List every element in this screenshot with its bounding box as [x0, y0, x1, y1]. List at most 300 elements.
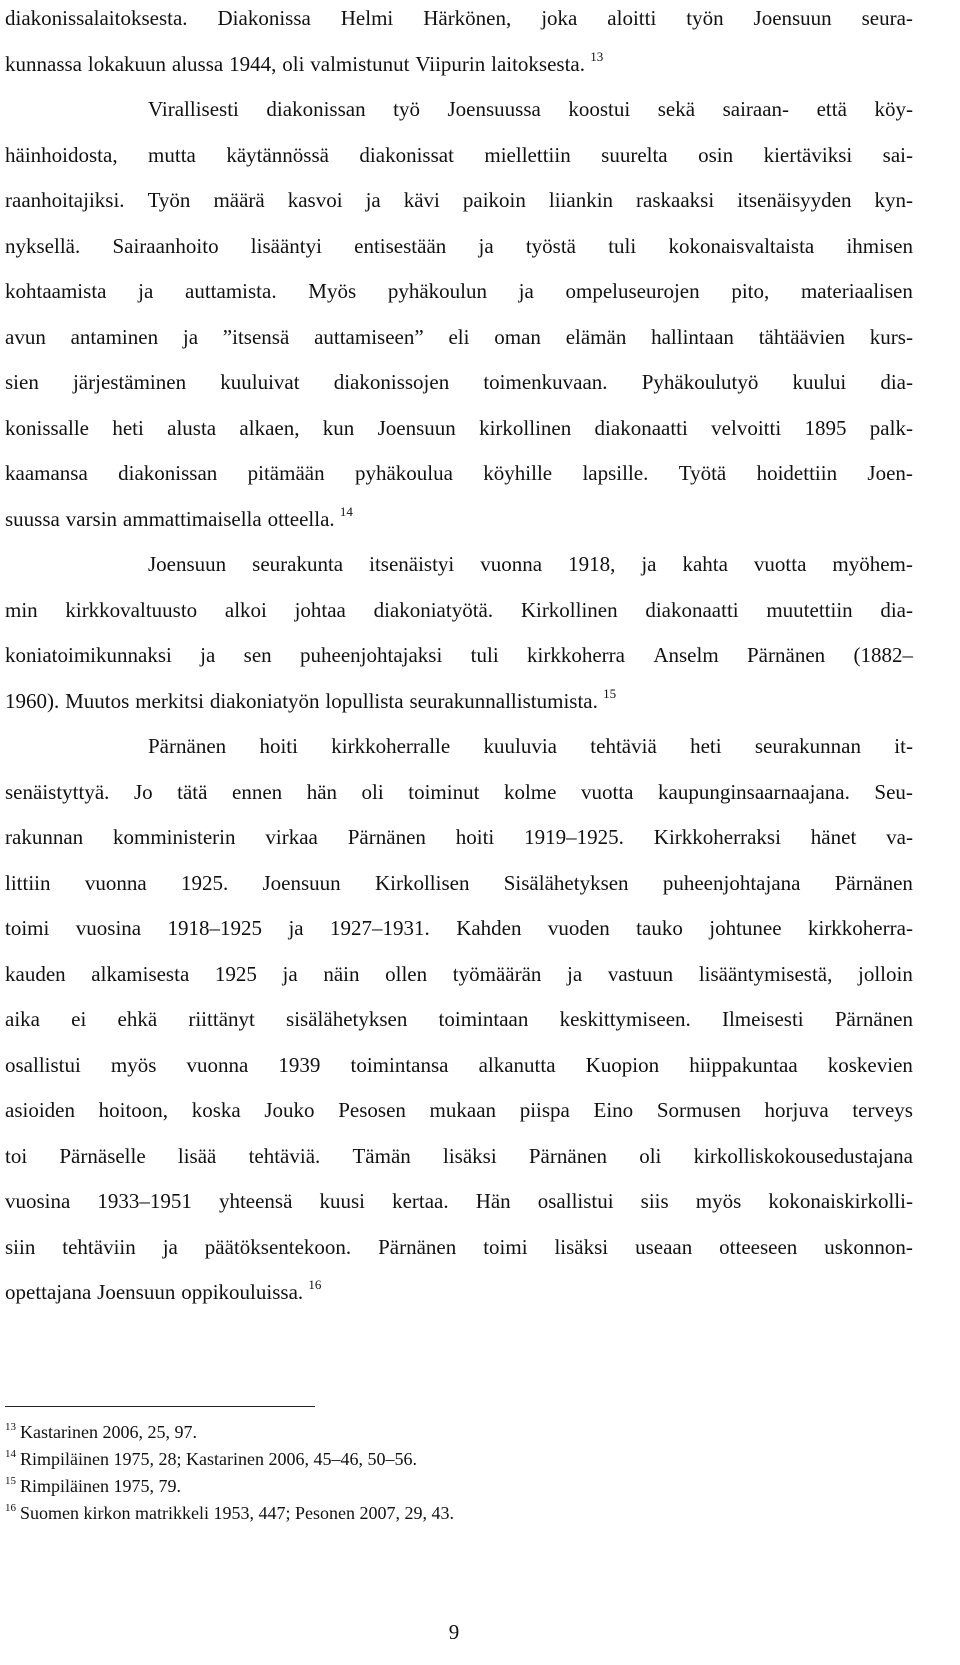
- footnote-number: 14: [5, 1448, 16, 1460]
- word: ja: [200, 643, 216, 667]
- word: auttamista.: [185, 279, 277, 303]
- word: (1882–: [853, 643, 913, 667]
- word: ja: [288, 916, 304, 940]
- text-line: [5, 368, 913, 414]
- text-line: [5, 277, 913, 323]
- word: uskonnon-: [824, 1234, 913, 1259]
- word: köy-: [874, 97, 913, 121]
- text-line: [5, 1278, 913, 1324]
- word: Tämän: [352, 1143, 411, 1168]
- word: heti: [690, 734, 722, 758]
- word: oman: [494, 324, 541, 349]
- word: koska: [191, 1098, 241, 1122]
- word: työmäärän: [452, 961, 542, 986]
- word: Myös: [308, 279, 357, 303]
- text-line: [5, 596, 913, 642]
- word: kävi: [403, 188, 440, 212]
- word: seurakunnallistumista. $^{15}$: [409, 685, 617, 713]
- word: lisääntyi: [250, 233, 322, 258]
- word: kahta: [682, 552, 728, 576]
- word: varsin: [65, 506, 118, 531]
- word: hallintaan: [651, 324, 734, 349]
- word: elämän: [565, 324, 627, 349]
- word: komministerin: [113, 825, 236, 849]
- word: aika: [5, 1007, 40, 1031]
- word: Sairaanhoito: [112, 233, 219, 258]
- footnote-reference: 16: [308, 1277, 322, 1292]
- word: Anselm: [653, 643, 719, 667]
- footnote-text: Rimpiläinen 1975, 79.: [20, 1476, 181, 1496]
- word: terveys: [852, 1098, 913, 1122]
- word: kirkolliskokousedustajana: [693, 1143, 913, 1168]
- word: ammattimaisella: [122, 506, 262, 531]
- word: 1895: [804, 415, 847, 440]
- word: auttamiseen”: [314, 324, 424, 349]
- word: hän: [306, 779, 338, 804]
- word: alusta: [167, 415, 217, 440]
- word: diakonissan: [118, 461, 218, 485]
- word: 1944,: [229, 51, 277, 76]
- word: alkaen,: [239, 415, 300, 440]
- word: Sormusen: [656, 1098, 741, 1122]
- word: lopullista: [325, 688, 404, 713]
- word: ollen: [385, 961, 428, 986]
- text-line: [5, 1005, 913, 1051]
- word: kirkkovaltuusto: [65, 597, 198, 622]
- word: häinhoidosta,: [5, 142, 118, 167]
- word: jolloin: [858, 961, 913, 986]
- word: pito,: [731, 279, 770, 303]
- word: tehtäviä.: [248, 1143, 321, 1168]
- word: kiertäviksi: [763, 142, 853, 167]
- word: 1925.: [180, 870, 229, 895]
- word: diakoniatyötä.: [373, 597, 494, 622]
- word: myös: [695, 1189, 742, 1213]
- word: littiin: [5, 870, 51, 895]
- footnote-number: 15: [5, 1475, 16, 1487]
- word: kohtaamista: [5, 279, 107, 303]
- footnote-15: [5, 1473, 905, 1500]
- word: lisää: [177, 1143, 217, 1168]
- word: 1919–1925.: [524, 825, 624, 849]
- word: kasvoi: [287, 188, 343, 212]
- word: antaminen: [70, 324, 159, 349]
- footnotes: [5, 1419, 905, 1527]
- word: kokonaiskirkolli-: [768, 1189, 913, 1213]
- word: Joensuun: [148, 552, 227, 576]
- word: Kirkkoherraksi: [653, 825, 781, 849]
- text-line: [148, 550, 913, 596]
- footnote-reference: 15: [603, 685, 617, 701]
- word: Joensuun: [753, 6, 832, 30]
- word: myös: [110, 1052, 157, 1077]
- word: käytännössä: [226, 142, 329, 167]
- text-line: [5, 186, 913, 232]
- word: vastuun: [607, 961, 674, 986]
- word: lisääntymisestä,: [698, 961, 833, 986]
- text-line: [5, 505, 913, 551]
- word: puheenjohtajana: [662, 870, 801, 895]
- word: min: [5, 597, 38, 622]
- word: raanhoitajiksi.: [5, 188, 125, 212]
- word: mukaan: [429, 1098, 497, 1122]
- word: kaupunginsaarnaajana.: [658, 779, 850, 804]
- word: koskevien: [827, 1052, 913, 1077]
- word: Hän: [475, 1189, 511, 1213]
- word: ”itsensä: [222, 324, 290, 349]
- word: osallistui: [537, 1189, 614, 1213]
- word: kuuluvia: [483, 734, 557, 758]
- word: paikoin: [462, 188, 526, 212]
- word: sairaan-: [722, 97, 790, 121]
- word: Härkönen,: [423, 6, 512, 30]
- word: Pärnäselle: [59, 1143, 146, 1168]
- word: vuotta: [581, 779, 634, 804]
- word: mutta: [148, 142, 196, 167]
- word: pitämään: [247, 461, 325, 485]
- word: Pärnänen: [834, 1007, 913, 1031]
- word: siin: [5, 1234, 36, 1259]
- word: oli: [361, 779, 384, 804]
- word: asioiden: [5, 1098, 75, 1122]
- word: pyhäkoulua: [354, 461, 453, 485]
- word: raskaaksi: [636, 188, 715, 212]
- word: 1925: [214, 961, 257, 986]
- text-line: [5, 1096, 913, 1142]
- word: velvoitti: [711, 415, 782, 440]
- word: sien: [5, 370, 39, 394]
- word: seurakunnan: [754, 734, 861, 758]
- text-line: [5, 914, 913, 960]
- word: Diakonissa: [217, 6, 311, 30]
- word: diakonissojen: [333, 370, 450, 394]
- word: johtunee: [709, 916, 782, 940]
- word: tuli: [470, 643, 499, 667]
- footnote-reference: 13: [590, 48, 604, 64]
- word: sisälähetyksen: [286, 1007, 408, 1031]
- word: Seu-: [874, 779, 913, 804]
- word: järjestäminen: [72, 370, 187, 394]
- word: suussa: [5, 506, 60, 531]
- word: kun: [322, 415, 355, 440]
- word: dia-: [880, 370, 913, 394]
- word: diakonissat: [359, 142, 454, 167]
- word: it-: [894, 734, 913, 758]
- word: puheenjohtajaksi: [300, 643, 443, 667]
- text-line: [5, 141, 913, 187]
- word: Kuopion: [585, 1052, 660, 1077]
- text-line: [5, 1142, 913, 1188]
- word: ja: [478, 233, 494, 258]
- word: aloitti: [607, 6, 657, 30]
- text-line: [5, 687, 913, 733]
- word: sai-: [882, 142, 913, 167]
- word: ompeluseurojen: [565, 279, 700, 303]
- word: työn: [686, 6, 724, 30]
- word: Joen-: [867, 461, 913, 485]
- word: ja: [518, 279, 534, 303]
- word: 1918,: [568, 552, 616, 576]
- word: Pärnänen: [378, 1234, 457, 1259]
- word: yhteensä: [218, 1189, 293, 1213]
- word: kyn-: [874, 188, 913, 212]
- word: hoiti: [259, 734, 298, 758]
- word: ja: [162, 1234, 178, 1259]
- word: Työn: [147, 188, 191, 212]
- word: oppikouluissa. $^{16}$: [181, 1277, 322, 1304]
- word: näin: [323, 961, 360, 986]
- word: alkamisesta: [91, 961, 190, 986]
- word: seurakunta: [252, 552, 344, 576]
- footnote-13: [5, 1419, 905, 1446]
- word: kirkkoherralle: [331, 734, 451, 758]
- word: Virallisesti: [148, 97, 239, 121]
- word: alkoi: [224, 597, 267, 622]
- word: oli: [282, 51, 305, 76]
- word: tätä: [177, 779, 208, 804]
- word: joka: [541, 6, 578, 30]
- word: diakonissan: [266, 97, 366, 121]
- word: pyhäkoulun: [387, 279, 487, 303]
- text-line: [5, 459, 913, 505]
- word: oli: [639, 1143, 662, 1168]
- word: ja: [365, 188, 381, 212]
- footnote-14: [5, 1446, 905, 1473]
- word: Pesosen: [338, 1098, 406, 1122]
- text-line: [148, 95, 913, 141]
- word: 1918–1925: [167, 916, 263, 940]
- word: ja: [138, 279, 154, 303]
- word: nyksellä.: [5, 233, 81, 258]
- word: lokakuun: [87, 51, 167, 76]
- word: Pärnänen: [834, 870, 913, 895]
- word: lisäksi: [554, 1234, 609, 1259]
- word: kuusi: [319, 1189, 366, 1213]
- word: Sisälähetyksen: [503, 870, 629, 895]
- word: työ: [393, 97, 420, 121]
- footnote-reference: 14: [339, 503, 353, 519]
- word: itsenäistyi: [369, 552, 455, 576]
- word: ja: [282, 961, 298, 986]
- word: heti: [112, 415, 144, 440]
- word: 1933–1951: [97, 1189, 192, 1213]
- word: muutettiin: [766, 597, 853, 622]
- word: va-: [886, 825, 913, 849]
- word: kirkkoherra-: [807, 916, 913, 940]
- word: kunnassa: [5, 51, 82, 76]
- word: toiminut: [408, 779, 480, 804]
- word: lapsille.: [582, 461, 649, 485]
- word: päätöksentekoon.: [204, 1234, 352, 1259]
- word: virkaa: [265, 825, 318, 849]
- footnote-number: 16: [5, 1502, 16, 1514]
- word: diakonaatti: [594, 415, 688, 440]
- text-line: [5, 1187, 913, 1233]
- word: koostui: [568, 97, 631, 121]
- word: alussa: [171, 51, 224, 76]
- word: konissalle: [5, 415, 89, 440]
- text-line: [5, 1051, 913, 1097]
- word: vuosina: [75, 916, 142, 940]
- footnote-text: Suomen kirkon matrikkeli 1953, 447; Pesonen 2007, 29, 43.: [20, 1503, 454, 1523]
- word: johtaa: [294, 597, 346, 622]
- text-line: [5, 4, 913, 50]
- word: tauko: [636, 916, 683, 940]
- text-line: [5, 641, 913, 687]
- word: vuoden: [547, 916, 610, 940]
- word: Eino: [593, 1098, 634, 1122]
- word: palk-: [869, 415, 913, 440]
- text-line: [5, 1233, 913, 1279]
- word: rakunnan: [5, 825, 84, 849]
- word: määrä: [213, 188, 265, 212]
- word: kurs-: [869, 324, 913, 349]
- word: riittänyt: [188, 1007, 255, 1031]
- word: myöhem-: [832, 552, 913, 576]
- word: ehkä: [117, 1007, 158, 1031]
- word: vuonna: [84, 870, 147, 895]
- word: Muutos: [65, 688, 130, 713]
- text-line: [5, 414, 913, 460]
- word: tähtäävien: [758, 324, 845, 349]
- text-line: [148, 732, 913, 778]
- word: osallistui: [5, 1052, 81, 1077]
- footnote-text: Rimpiläinen 1975, 28; Kastarinen 2006, 45–46, 50–56.: [20, 1449, 417, 1469]
- word: hänet: [810, 825, 857, 849]
- word: merkitsi: [135, 688, 205, 713]
- word: diakonissalaitoksesta.: [5, 6, 188, 30]
- word: materiaalisen: [800, 279, 913, 303]
- word: Jo: [133, 779, 153, 804]
- word: sekä: [657, 97, 696, 121]
- word: lisäksi: [443, 1143, 497, 1168]
- word: kauden: [5, 961, 66, 986]
- word: Pyhäkoulutyö: [641, 370, 759, 394]
- word: Joensuussa: [447, 97, 541, 121]
- text-line: [5, 232, 913, 278]
- word: ja: [567, 961, 583, 986]
- word: alkanutta: [478, 1052, 556, 1077]
- word: Pärnänen: [528, 1143, 608, 1168]
- page-number: 9: [448, 1620, 460, 1644]
- word: diakoniatyön: [209, 688, 320, 713]
- word: toi: [5, 1143, 28, 1168]
- text-line: [5, 960, 913, 1006]
- word: vuonna: [480, 552, 543, 576]
- text-line: [5, 778, 913, 824]
- word: Kirkollinen: [520, 597, 618, 622]
- word: koniatoimikunnaksi: [5, 643, 172, 667]
- word: avun: [5, 324, 46, 349]
- word: kirkollinen: [479, 415, 572, 440]
- word: piispa: [519, 1098, 570, 1122]
- word: Helmi: [340, 6, 394, 30]
- word: 1939: [278, 1052, 321, 1077]
- word: Joensuun: [97, 1280, 176, 1304]
- text-line: [5, 869, 913, 915]
- word: vuonna: [186, 1052, 249, 1077]
- word: 1927–1931.: [330, 916, 430, 940]
- word: ja: [182, 324, 199, 349]
- word: toimintaan: [438, 1007, 529, 1031]
- word: Pärnänen: [148, 734, 227, 758]
- word: ihmisen: [846, 233, 913, 258]
- word: Viipurin: [415, 51, 486, 76]
- word: toimi: [483, 1234, 528, 1259]
- word: Kahden: [456, 916, 522, 940]
- footnote-text: Kastarinen 2006, 25, 97.: [20, 1422, 197, 1442]
- word: Työtä: [678, 461, 727, 485]
- word: hoidettiin: [756, 461, 838, 485]
- word: senäistyttyä.: [5, 779, 110, 804]
- text-line: [5, 323, 913, 369]
- word: kertaa.: [392, 1189, 449, 1213]
- word: Kirkollisen: [374, 870, 470, 895]
- text-line: [5, 823, 913, 869]
- word: seura-: [861, 6, 913, 30]
- word: hoitoon,: [98, 1098, 169, 1122]
- footnote-number: 13: [5, 1421, 16, 1433]
- word: liiankin: [548, 188, 614, 212]
- word: otteella. $^{14}$: [267, 503, 353, 531]
- word: vuotta: [753, 552, 807, 576]
- word: miellettiin: [484, 142, 571, 167]
- word: valmistunut: [310, 51, 410, 76]
- word: ennen: [232, 779, 283, 804]
- word: tuli: [608, 233, 637, 258]
- word: kuului: [792, 370, 847, 394]
- word: hiippakuntaa: [689, 1052, 798, 1077]
- word: toimintansa: [350, 1052, 449, 1077]
- word: sen: [243, 643, 272, 667]
- word: itsenäisyyden: [737, 188, 852, 212]
- word: kirkkoherra: [527, 643, 625, 667]
- word: dia-: [880, 597, 913, 622]
- word: siis: [640, 1189, 669, 1213]
- word: Pärnänen: [347, 825, 426, 849]
- word: kaamansa: [5, 461, 88, 485]
- word: toimenkuvaan.: [483, 370, 608, 394]
- word: köyhille: [483, 461, 553, 485]
- word: entisestään: [354, 233, 447, 258]
- word: eli: [448, 324, 470, 349]
- word: otteeseen: [719, 1234, 798, 1259]
- word: Joensuun: [262, 870, 341, 895]
- word: Joensuun: [377, 415, 456, 440]
- word: kokonaisvaltaista: [668, 233, 815, 258]
- word: Jouko: [264, 1098, 315, 1122]
- word: useaan: [635, 1234, 693, 1259]
- word: tehtäviä: [590, 734, 657, 758]
- word: että: [816, 97, 847, 121]
- text-line: [5, 50, 913, 96]
- word: diakonaatti: [645, 597, 739, 622]
- word: ei: [71, 1007, 87, 1031]
- word: Ilmeisesti: [721, 1007, 804, 1031]
- word: tehtäviin: [62, 1234, 136, 1259]
- word: kolme: [503, 779, 557, 804]
- footnote-separator: [5, 1406, 315, 1407]
- word: suurelta: [601, 142, 668, 167]
- word: Pärnänen: [747, 643, 826, 667]
- word: 1960).: [5, 688, 60, 713]
- word: keskittymiseen.: [559, 1007, 691, 1031]
- word: toimi: [5, 916, 50, 940]
- word: opettajana: [5, 1280, 92, 1304]
- word: horjuva: [764, 1098, 829, 1122]
- word: vuosina: [5, 1189, 71, 1213]
- word: hoiti: [455, 825, 495, 849]
